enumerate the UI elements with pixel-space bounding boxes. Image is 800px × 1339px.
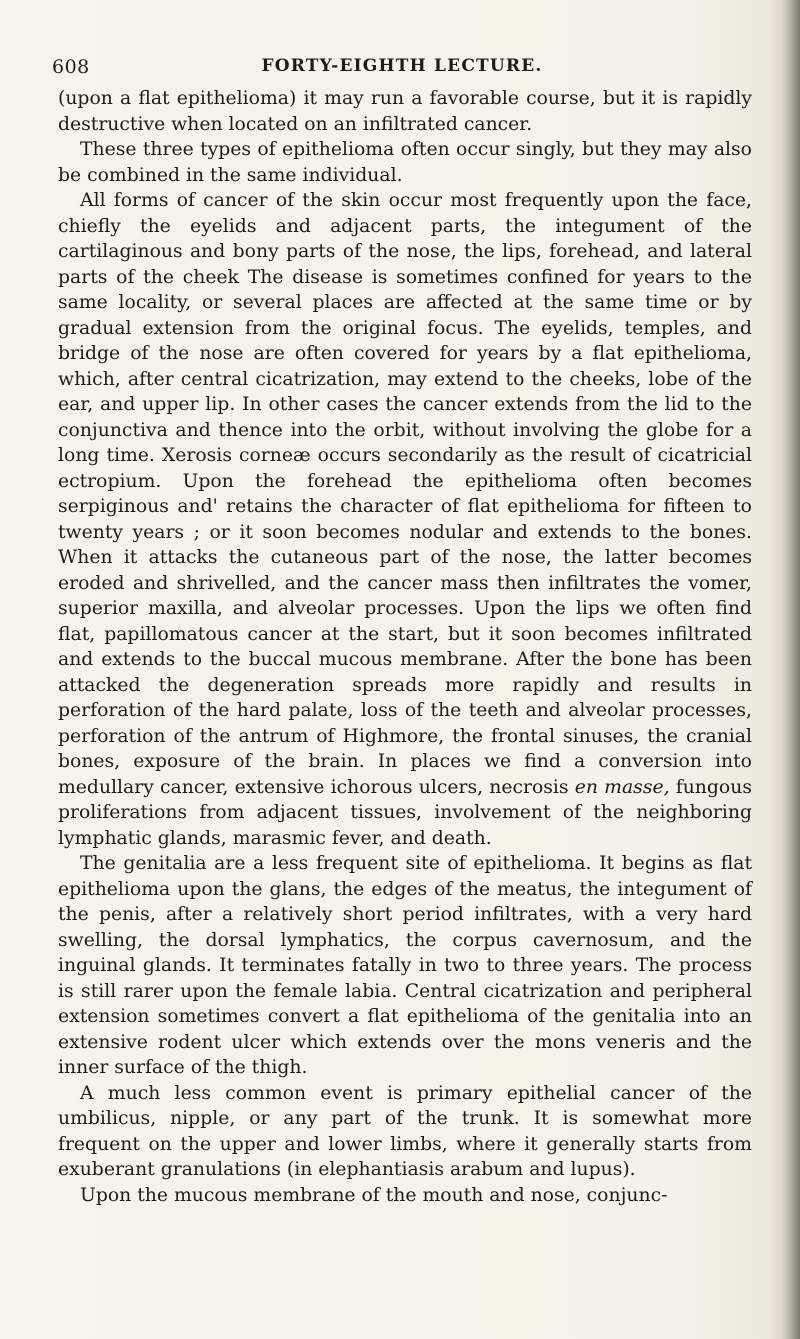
paragraph-text: All forms of cancer of the skin occur most frequently upon the face, chiefly the eyelids and adjacent parts, the integument of the cartilaginous and bony parts of the nose, the lips, forehead, and lateral parts of the cheek The disease is sometimes confined for years to the same locality, or several places are affected at the same time or by gradual extension from the original focus. The eyelids, temples, and bridge of the nose are often covered for years by a flat epithelioma, which, after central cicatrization, may extend to the cheeks, lobe of the ear, and upper lip. In other cases the cancer extends from the lid to the conjunctiva and thence into the orbit, without involving the globe for a long time. Xerosis corneæ occurs secondarily as the result of cicatricial ectropium. Upon the forehead the epithelioma often becomes serpiginous and' retains the character of flat epithelioma for fifteen to twenty years ; or it soon becomes nodular and extends to the bones. When it attacks the cutaneous part of the nose, the latter becomes eroded and shrivelled, and the cancer mass then infiltrates the vomer, superior maxilla, and alveolar processes. Upon the lips we often find flat, papillomatous cancer at the start, but it soon becomes infiltrated and extends to the buccal mucous membrane. After the bone has been attacked the degeneration spreads more rapidly and results in perforation of the hard palate, loss of the teeth and alveolar processes, perforation of the antrum of Highmore, the frontal sinuses, the cranial bones, exposure of the brain. In places we find a conversion into medullary cancer, extensive ichorous ulcers, necrosis (58, 190, 752, 798)
paragraph: The genitalia are a less frequent site of epithelioma. It begins as flat epithelioma upon the glans, the edges of the meatus, the integument of the penis, after a relatively short period infiltrates, with a very hard swelling, the dorsal lymphatics, the corpus cavernosum, and the inguinal glands. It terminates fatally in two to three years. The process is still rarer upon the female labia. Central cicatrization and peripheral extension sometimes convert a flat epithelioma of the genitalia into an extensive rodent ulcer which extends over the mons veneris and the inner surface of the thigh. (58, 853, 752, 1078)
running-head: FORTY-EIGHTH LECTURE. (261, 56, 543, 76)
italic-phrase: en masse, (574, 776, 670, 798)
paragraph (58, 188, 752, 851)
paragraph: Upon the mucous membrane of the mouth and nose, conjunc- (80, 1184, 668, 1206)
paragraph-continuation: (upon a flat epithelioma) it may run a favorable course, but it is rapidly destructive when located on an infiltrated cancer. (58, 88, 752, 135)
paragraph: These three types of epithelioma often occur singly, but they may also be combined in the same individual. (58, 139, 752, 186)
body-text (58, 86, 752, 1208)
page-edge-shadow (782, 0, 800, 1339)
paragraph: A much less common event is primary epithelial cancer of the umbilicus, nipple, or any part of the trunk. It is somewhat more frequent on the upper and lower limbs, where it generally starts from exuberant granulations (in elephantiasis arabum and lupus). (58, 1082, 752, 1180)
page-header (52, 56, 752, 82)
paragraph-text: fungous proliferations from adjacent tissues, involvement of the neighboring lymphatic glands, marasmic fever, and death. (58, 776, 752, 849)
page-number: 608 (52, 56, 90, 78)
